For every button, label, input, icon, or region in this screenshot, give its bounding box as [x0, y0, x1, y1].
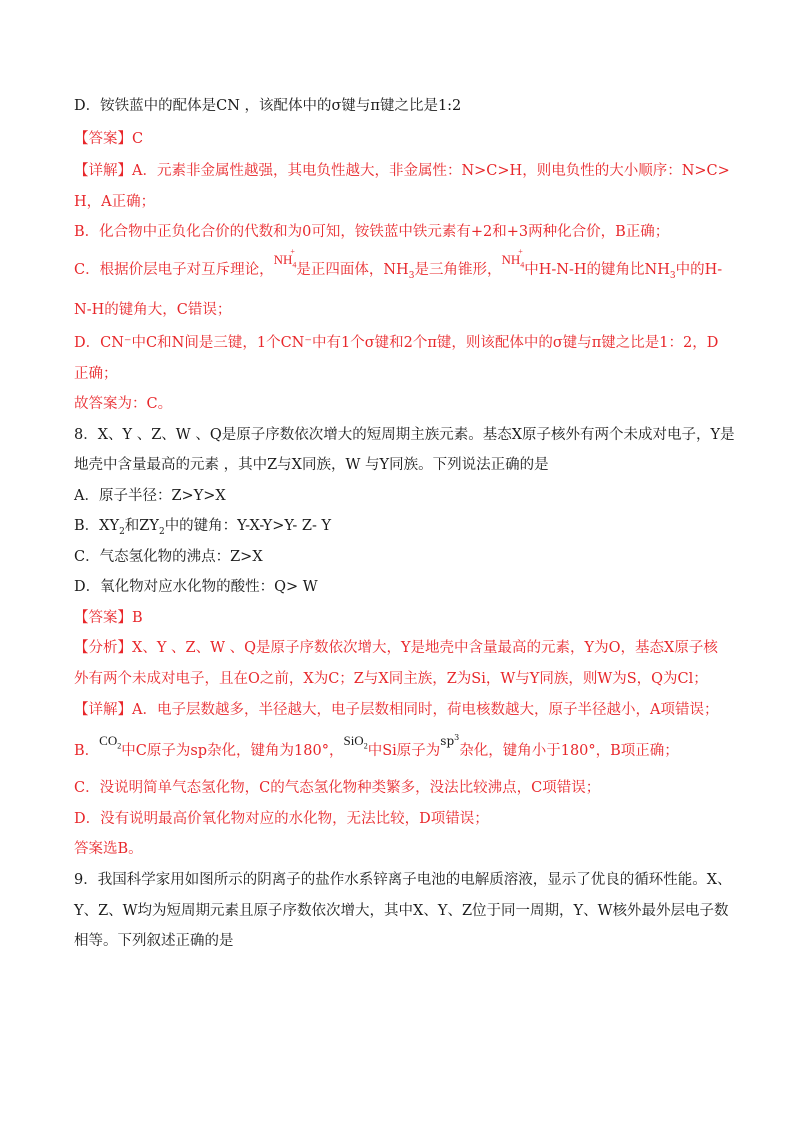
q7-detail-b: B．化合物中正负化合价的代数和为0可知，铵铁蓝中铁元素有+2和+3两种化合价，B正确；	[74, 224, 670, 240]
q8-analysis-2: 外有两个未成对电子，且在O之前，X为C；Z与X同主族，Z为Si，W与Y同族，则W为S，Q为Cl；	[74, 671, 708, 687]
q7-answer: 【答案】C	[74, 131, 144, 147]
q9-stem-1: 9．我国科学家用如图所示的阴离子的盐作水系锌离子电池的电解质溶液，显示了优良的循环性能。X、	[74, 872, 732, 888]
q8-stem-1: 8．X、Y 、Z、W 、Q是原子序数依次增大的短周期主族元素。基态X原子核外有两个未成对电子，Y是	[74, 427, 735, 443]
q8-answer: 【答案】B	[74, 610, 143, 626]
q8-option-c: C．气态氢化物的沸点：Z>X	[74, 549, 263, 565]
q7-detail-a: 【详解】A．元素非金属性越强，其电负性越大，非金属性：N>C>H，则电负性的大小顺序：N>C>	[74, 163, 730, 179]
q7-detail-d-cont: 正确；	[74, 366, 118, 382]
q8-detail-b: B．$CO_2$中C原子为sp杂化，键角为180°，SiO$_2$中Si原子为$^{sp^3}$杂化，键角小于180°，B项正确；	[74, 733, 679, 759]
co2-formula: $CO_2$	[99, 733, 122, 751]
q8-detail-a: 【详解】A．电子层数越多，半径越大，电子层数相同时，荷电核数越大，原子半径越小，A项错误；	[74, 702, 719, 718]
q8-option-b: B．$XY_2$和$ZY_2$中的键角：Y-X-Y>Y- Z- Y	[74, 518, 332, 537]
q8-option-d: D．氧化物对应水化物的酸性：Q> W	[74, 579, 318, 595]
nh4-formula-1: NH + $_4$	[273, 247, 297, 270]
q7-detail-c-cont: N-H的键角大，C错误；	[74, 302, 232, 318]
nh4-formula-2: NH + $_4$	[501, 247, 525, 270]
sio2-formula: SiO$_2$	[343, 733, 368, 751]
q9-stem-3: 相等。下列叙述正确的是	[74, 933, 234, 949]
q8-conclusion: 答案选B。	[74, 841, 143, 857]
detail-c-text-d: 中H-N-H的键角比NH	[524, 262, 670, 278]
q8-stem-2: 地壳中含量最高的元素 ，其中Z与X同族，W 与Y同族。下列说法正确的是	[74, 457, 549, 473]
q8-detail-c: C．没说明简单气态氢化物，C的气态氢化物种类繁多，没法比较沸点，C项错误；	[74, 780, 601, 796]
q8-option-a: A．原子半径：Z>Y>X	[74, 488, 226, 504]
q7-detail-d: D．CN⁻中C和N间是三键，1个CN⁻中有1个σ键和2个π键，则该配体中的σ键与π键之比是1：2，D	[74, 335, 719, 351]
q7-conclusion: 故答案为：C。	[74, 396, 173, 412]
detail-c-text-c: 是三角锥形，	[414, 262, 502, 278]
q7-option-d: D．铵铁蓝中的配体是CN ，该配体中的σ键与π键之比是1:2	[74, 98, 462, 114]
q8-detail-d: D．没有说明最高价氧化物对应的水化物，无法比较，D项错误；	[74, 811, 489, 827]
q7-detail-c: C．根据价层电子对互斥理论，NH + $_4$是正四面体，$NH_3$是三角锥形，NH + $_4$中H-N-H的键角比$NH_3$中的H-	[74, 247, 723, 281]
q9-stem-2: Y、Z、W均为短周期元素且原子序数依次增大，其中X、Y、Z位于同一周期，Y、W核外最外层电子数	[74, 903, 729, 919]
detail-c-text-e: 中的H-	[675, 262, 723, 278]
detail-c-text-b: 是正四面体，NH	[296, 262, 409, 278]
sp3-formula: sp3	[440, 733, 460, 748]
q7-detail-a-cont: H，A正确；	[74, 194, 156, 210]
detail-c-text-a: C．根据价层电子对互斥理论，	[74, 262, 274, 278]
q8-analysis-1: 【分析】X、Y 、Z、W 、Q是原子序数依次增大，Y是地壳中含量最高的元素，Y为O，基态X原子核	[74, 640, 718, 656]
